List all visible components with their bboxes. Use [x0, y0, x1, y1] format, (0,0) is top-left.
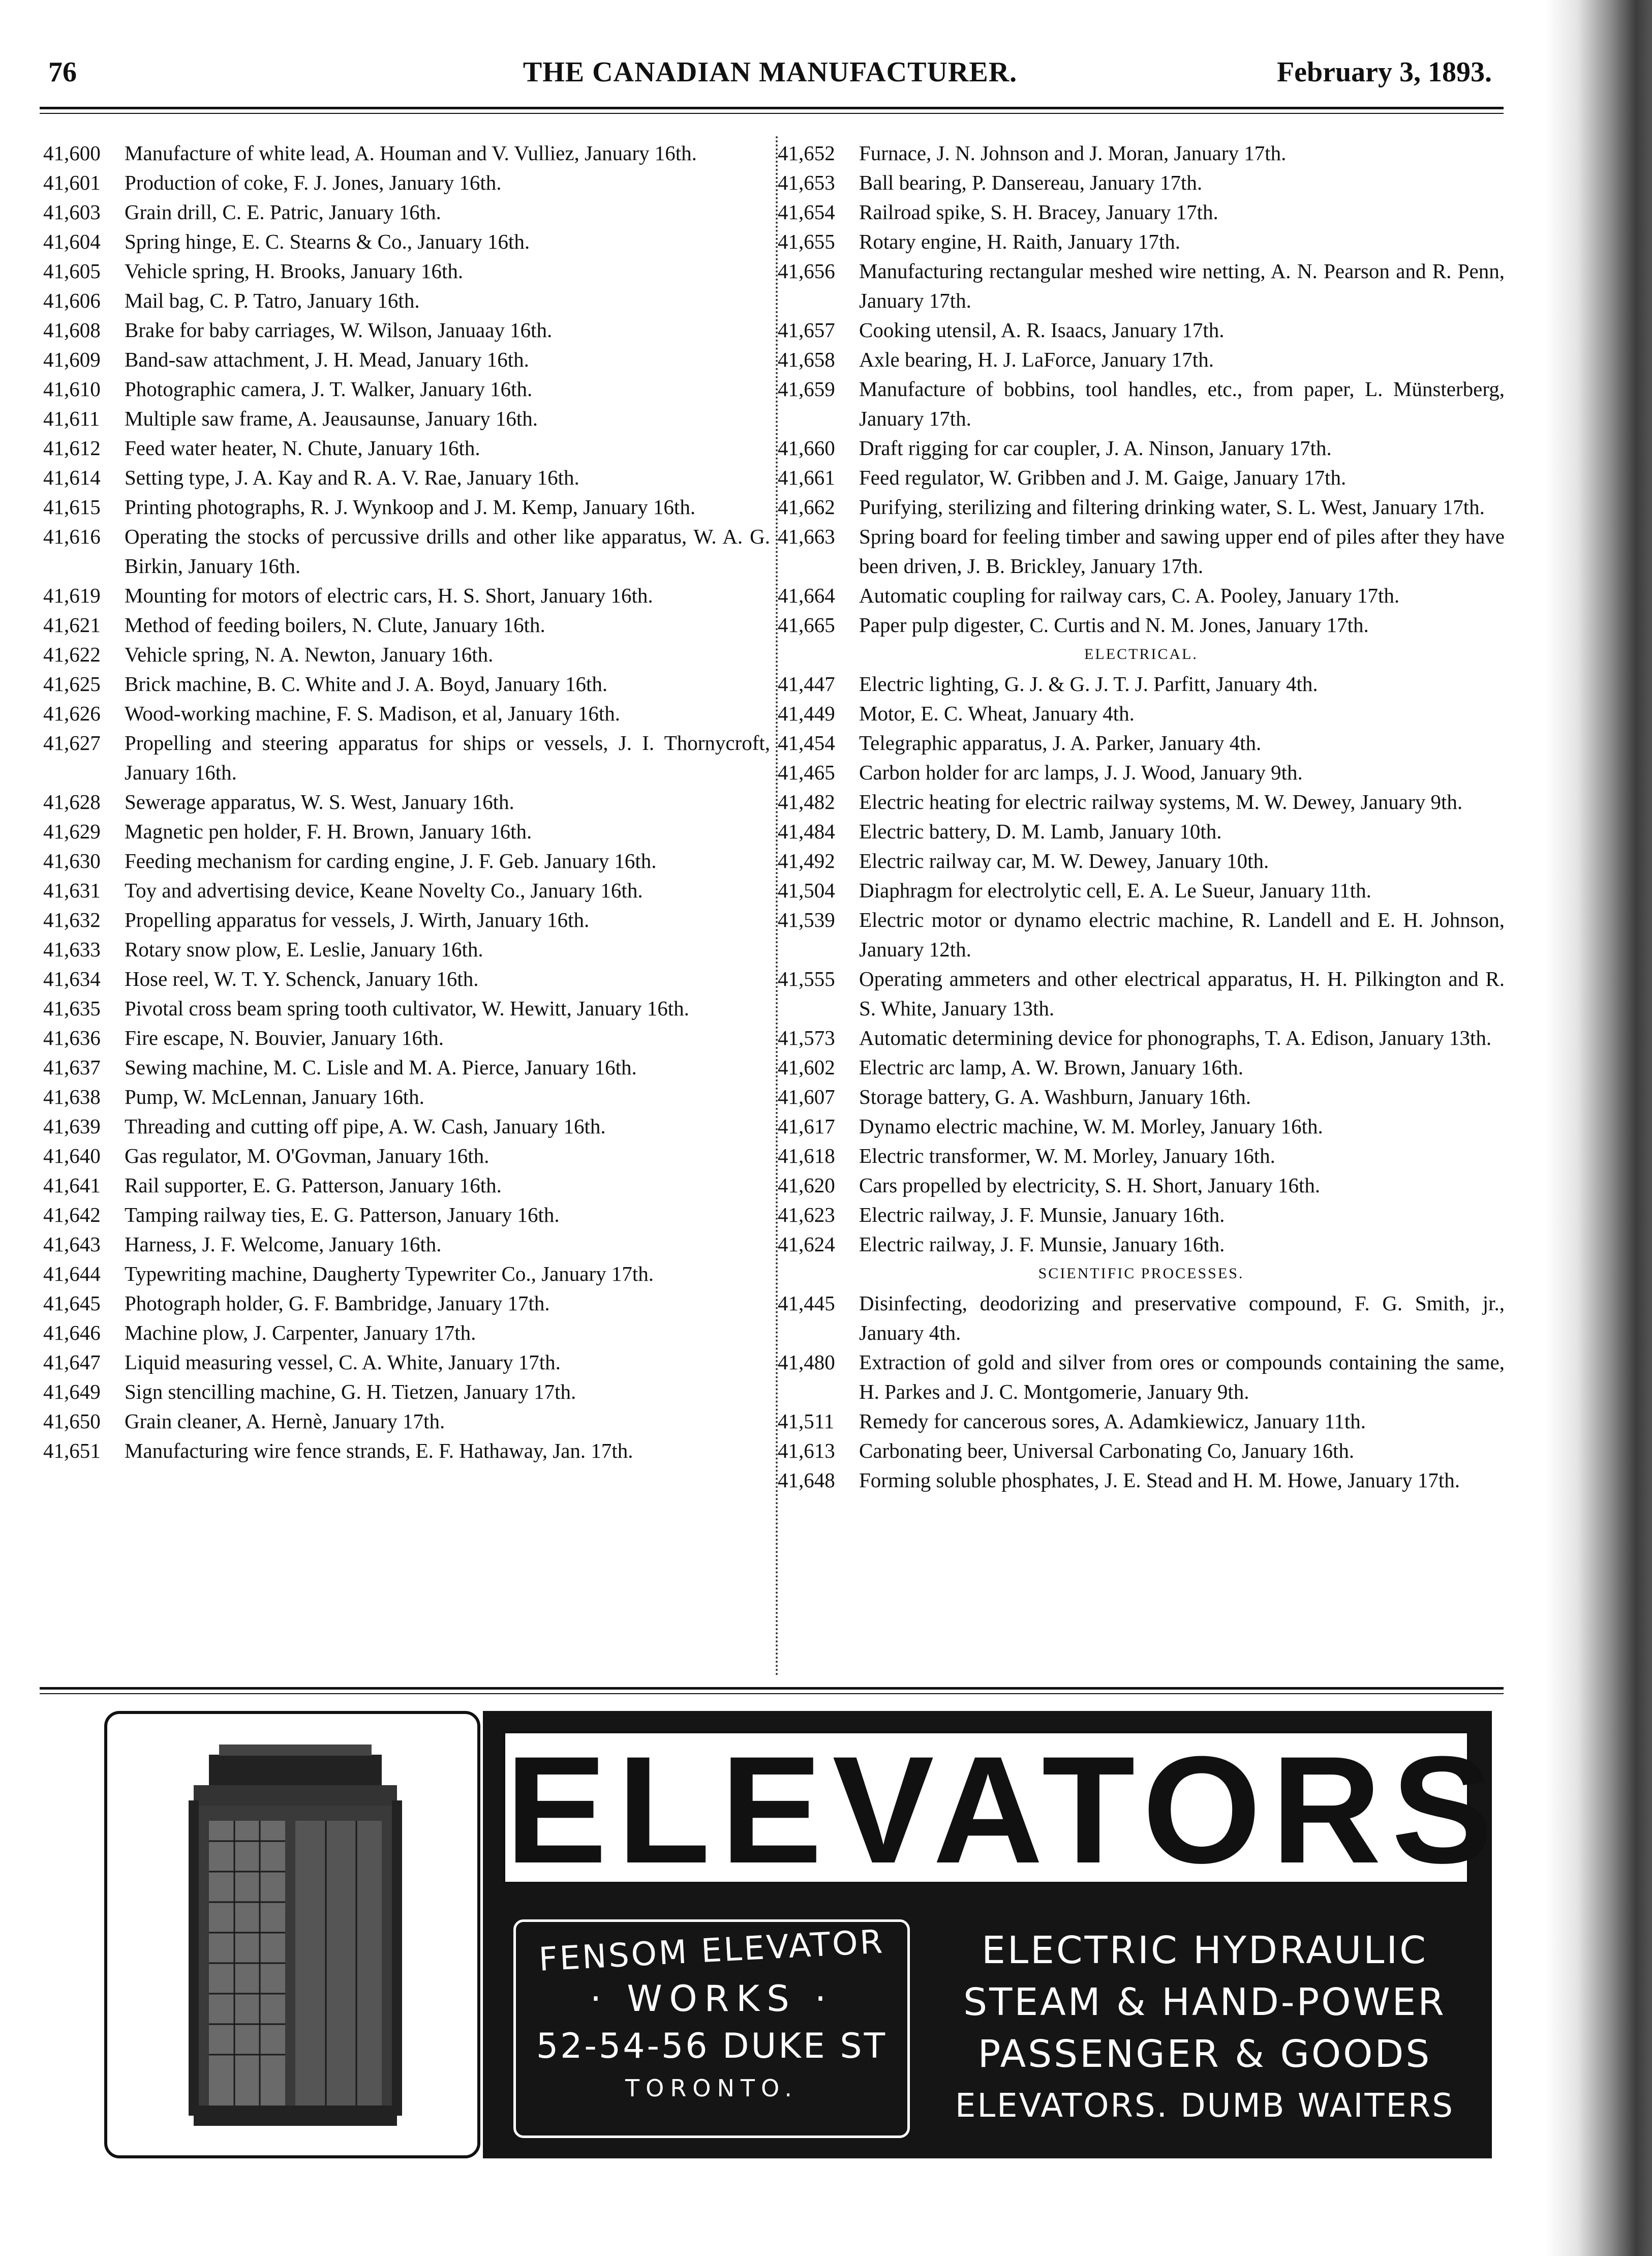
- patent-number: 41,621: [43, 613, 101, 637]
- patent-entry: [778, 492, 1505, 522]
- patent-description: Forming soluble phosphates, J. E. Stead and H. M. Howe, January 17th.: [859, 1468, 1460, 1492]
- service-line: STEAM & HAND-POWER: [963, 1980, 1446, 2024]
- patent-number: 41,454: [778, 731, 835, 755]
- ad-title-box: [503, 1724, 1504, 1895]
- patent-number: 41,628: [43, 790, 101, 814]
- patent-number: 41,657: [778, 318, 835, 342]
- patent-description: Band-saw attachment, J. H. Mead, January 16th.: [125, 348, 529, 371]
- patent-number: 41,610: [43, 377, 101, 401]
- patent-description: Automatic determining device for phonographs, T. A. Edison, January 13th.: [859, 1026, 1492, 1049]
- patent-number: 41,539: [778, 908, 835, 931]
- patent-number: 41,620: [778, 1174, 835, 1197]
- patent-entry: [43, 994, 770, 1023]
- patent-description: Method of feeding boilers, N. Clute, January 16th.: [125, 613, 545, 637]
- page-number: 76: [48, 56, 77, 88]
- patent-description: Carbon holder for arc lamps, J. J. Wood, January 9th.: [859, 761, 1303, 784]
- patent-entry: [778, 699, 1505, 728]
- patent-number: 41,624: [778, 1232, 835, 1256]
- patent-entry: [778, 315, 1505, 345]
- patent-number: 41,480: [778, 1350, 835, 1374]
- patent-description: Electric transformer, W. M. Morley, January 16th.: [859, 1144, 1275, 1167]
- patent-description: Feeding mechanism for carding engine, J. F. Geb. January 16th.: [125, 849, 657, 873]
- patent-description: Electric railway car, M. W. Dewey, January 10th.: [859, 849, 1269, 873]
- patent-description: Sewing machine, M. C. Lisle and M. A. Pierce, January 16th.: [125, 1056, 637, 1079]
- patent-entry: [43, 1377, 770, 1406]
- patent-number: 41,608: [43, 318, 101, 342]
- patent-number: 41,511: [778, 1409, 835, 1433]
- patent-description: Hose reel, W. T. Y. Schenck, January 16th.: [125, 967, 479, 990]
- patent-description: Brake for baby carriages, W. Wilson, Januaay 16th.: [125, 318, 553, 342]
- patent-number: 41,615: [43, 495, 101, 519]
- patent-entry: [43, 669, 770, 699]
- patent-entry: [778, 1052, 1505, 1082]
- patent-entry: [778, 345, 1505, 374]
- patent-entry: [43, 345, 770, 374]
- patent-description: Cars propelled by electricity, S. H. Short, January 16th.: [859, 1174, 1321, 1197]
- patent-entry: [43, 728, 770, 787]
- patent-description: Spring board for feeling timber and sawing upper end of piles after they have been driven, J. B. Brickley, January 17th.: [859, 525, 1505, 578]
- section-heading-electrical: ELECTRICAL.: [1084, 646, 1198, 663]
- elevator-ad-panel: [483, 1711, 1504, 2158]
- patent-number: 41,652: [778, 141, 835, 165]
- patent-entry: [43, 197, 770, 227]
- ad-title: ELEVATORS: [505, 1724, 1504, 1895]
- patent-number: 41,654: [778, 200, 835, 224]
- patent-number: 41,613: [778, 1439, 835, 1462]
- patent-number: 41,645: [43, 1291, 101, 1315]
- patent-number: 41,656: [778, 259, 835, 283]
- patent-description: Electric battery, D. M. Lamb, January 10th.: [859, 820, 1222, 843]
- patent-number: 41,629: [43, 820, 101, 843]
- publication-title: THE CANADIAN MANUFACTURER.: [523, 56, 1018, 88]
- patent-description: Rail supporter, E. G. Patterson, January 16th.: [125, 1174, 502, 1197]
- patent-entry: [778, 197, 1505, 227]
- patent-entry: [43, 1111, 770, 1141]
- patent-description: Carbonating beer, Universal Carbonating Co, January 16th.: [859, 1439, 1355, 1462]
- patent-entry: [778, 138, 1505, 168]
- patent-number: 41,643: [43, 1232, 101, 1256]
- patent-entry: [778, 787, 1505, 817]
- patent-description: Vehicle spring, H. Brooks, January 16th.: [125, 259, 464, 283]
- patent-number: 41,641: [43, 1174, 101, 1197]
- patent-number: 41,627: [43, 731, 101, 755]
- patent-number: 41,612: [43, 436, 101, 460]
- company-works: · WORKS ·: [590, 1978, 834, 2020]
- patent-entry: [43, 1141, 770, 1170]
- patent-description: Propelling and steering apparatus for ships or vessels, J. I. Thornycroft, January 16th.: [125, 731, 770, 784]
- patent-description: Typewriting machine, Daugherty Typewriter Co., January 17th.: [125, 1262, 654, 1285]
- patent-description: Photographic camera, J. T. Walker, January 16th.: [125, 377, 533, 401]
- patent-list-right: [778, 138, 1505, 640]
- patent-number: 41,646: [43, 1321, 101, 1344]
- patent-description: Grain cleaner, A. Hernè, January 17th.: [125, 1409, 445, 1433]
- patent-description: Dynamo electric machine, W. M. Morley, January 16th.: [859, 1115, 1323, 1138]
- patent-entry: [778, 433, 1505, 463]
- patent-entry: [43, 1288, 770, 1318]
- patent-number: 41,640: [43, 1144, 101, 1167]
- patent-number: 41,636: [43, 1026, 101, 1049]
- patent-description: Electric heating for electric railway systems, M. W. Dewey, January 9th.: [859, 790, 1463, 814]
- patent-description: Vehicle spring, N. A. Newton, January 16th.: [125, 643, 494, 666]
- patent-number: 41,607: [778, 1085, 835, 1108]
- patent-entry: [43, 1259, 770, 1288]
- elevator-cage-illustration: [133, 1739, 458, 2136]
- patent-entry: [43, 1200, 770, 1229]
- patent-number: 41,642: [43, 1203, 101, 1226]
- patent-entry: [43, 374, 770, 404]
- patent-entry: [778, 1347, 1505, 1406]
- electrical-list: [778, 669, 1505, 1259]
- patent-description: Automatic coupling for railway cars, C. A. Pooley, January 17th.: [859, 584, 1400, 607]
- patent-entry: [43, 315, 770, 345]
- patent-number: 41,602: [778, 1056, 835, 1079]
- patent-entry: [778, 610, 1505, 640]
- patent-number: 41,653: [778, 171, 835, 194]
- patent-entry: [778, 669, 1505, 699]
- patent-description: Electric arc lamp, A. W. Brown, January 16th.: [859, 1056, 1244, 1079]
- patent-description: Draft rigging for car coupler, J. A. Ninson, January 17th.: [859, 436, 1332, 460]
- patent-entry: [43, 964, 770, 994]
- patent-number: 41,601: [43, 171, 101, 194]
- patent-description: Remedy for cancerous sores, A. Adamkiewicz, January 11th.: [859, 1409, 1366, 1433]
- patent-description: Extraction of gold and silver from ores or compounds containing the same, H. Parkes and J. C. Montgomerie, January 9th.: [859, 1350, 1505, 1403]
- patent-number: 41,630: [43, 849, 101, 873]
- patent-description: Manufacturing wire fence strands, E. F. Hathaway, Jan. 17th.: [125, 1439, 633, 1462]
- patent-number: 41,663: [778, 525, 835, 548]
- patent-entry: [778, 1436, 1505, 1465]
- patent-entry: [778, 1111, 1505, 1141]
- patent-entry: [43, 787, 770, 817]
- patent-number: 41,618: [778, 1144, 835, 1167]
- patent-number: 41,633: [43, 938, 101, 961]
- patent-number: 41,631: [43, 879, 101, 902]
- patent-description: Grain drill, C. E. Patric, January 16th.: [125, 200, 441, 224]
- patent-number: 41,647: [43, 1350, 101, 1374]
- patent-number: 41,626: [43, 702, 101, 725]
- patent-description: Purifying, sterilizing and filtering drinking water, S. L. West, January 17th.: [859, 495, 1485, 519]
- patent-description: Rotary engine, H. Raith, January 17th.: [859, 230, 1180, 253]
- patent-number: 41,609: [43, 348, 101, 371]
- patent-number: 41,664: [778, 584, 835, 607]
- patent-entry: [43, 168, 770, 197]
- patent-description: Disinfecting, deodorizing and preservative compound, F. G. Smith, jr., January 4th.: [859, 1291, 1505, 1344]
- patent-entry: [43, 1052, 770, 1082]
- patent-number: 41,449: [778, 702, 835, 725]
- patent-entry: [778, 1465, 1505, 1495]
- patent-entry: [778, 1288, 1505, 1347]
- patent-entry: [43, 522, 770, 581]
- patent-description: Storage battery, G. A. Washburn, January 16th.: [859, 1085, 1251, 1108]
- patent-description: Manufacture of white lead, A. Houman and V. Vulliez, January 16th.: [125, 141, 697, 165]
- elevator-services: [930, 1924, 1479, 2132]
- advertisement-rule-thin: [40, 1693, 1504, 1694]
- patent-entry: [43, 1023, 770, 1052]
- page-header: [48, 56, 1492, 97]
- patent-entry: [43, 1170, 770, 1200]
- patent-entry: [778, 1200, 1505, 1229]
- patent-entry: [43, 581, 770, 610]
- patent-description: Diaphragm for electrolytic cell, E. A. Le Sueur, January 11th.: [859, 879, 1371, 902]
- patent-entry: [43, 1318, 770, 1347]
- patent-entry: [778, 168, 1505, 197]
- patent-number: 41,623: [778, 1203, 835, 1226]
- patent-number: 41,649: [43, 1380, 101, 1403]
- patent-number: 41,484: [778, 820, 835, 843]
- patent-entry: [43, 256, 770, 286]
- patent-entry: [778, 964, 1505, 1023]
- company-city: TORONTO.: [625, 2074, 798, 2102]
- patent-description: Electric railway, J. F. Munsie, January 16th.: [859, 1232, 1225, 1256]
- patent-entry: [43, 1436, 770, 1465]
- patent-description: Mail bag, C. P. Tatro, January 16th.: [125, 289, 420, 312]
- patent-number: 41,622: [43, 643, 101, 666]
- patent-entry: [778, 1170, 1505, 1200]
- patent-number: 41,606: [43, 289, 101, 312]
- patent-entry: [778, 876, 1505, 905]
- patent-entry: [43, 138, 770, 168]
- patent-description: Toy and advertising device, Keane Novelty Co., January 16th.: [125, 879, 643, 902]
- elevator-advertisement: [104, 1711, 1504, 2158]
- patent-description: Operating the stocks of percussive drills and other like apparatus, W. A. G. Birkin, January 16th.: [125, 525, 770, 578]
- patent-description: Propelling apparatus for vessels, J. Wirth, January 16th.: [125, 908, 590, 931]
- page-edge-shadow: [1545, 0, 1652, 2256]
- patent-description: Ball bearing, P. Dansereau, January 17th.: [859, 171, 1203, 194]
- patent-description: Manufacturing rectangular meshed wire netting, A. N. Pearson and R. Penn, January 17th.: [859, 259, 1505, 312]
- patent-entry: [778, 1229, 1505, 1259]
- patent-number: 41,625: [43, 672, 101, 696]
- patent-number: 41,445: [778, 1291, 835, 1315]
- patent-number: 41,616: [43, 525, 101, 548]
- left-column: [43, 138, 770, 1465]
- patent-number: 41,611: [43, 407, 100, 430]
- issue-date: February 3, 1893.: [1276, 56, 1492, 88]
- patent-description: Brick machine, B. C. White and J. A. Boyd, January 16th.: [125, 672, 608, 696]
- patent-entry: [43, 1229, 770, 1259]
- patent-entry: [778, 227, 1505, 256]
- patent-entry: [43, 227, 770, 256]
- patent-entry: [778, 256, 1505, 315]
- patent-entry: [43, 610, 770, 640]
- patent-number: 41,504: [778, 879, 835, 902]
- patent-description: Printing photographs, R. J. Wynkoop and J. M. Kemp, January 16th.: [125, 495, 696, 519]
- patent-number: 41,600: [43, 141, 101, 165]
- patent-entry: [43, 404, 770, 433]
- patent-number: 41,614: [43, 466, 101, 489]
- patent-description: Electric motor or dynamo electric machine, R. Landell and E. H. Johnson, January 12th.: [859, 908, 1505, 961]
- patent-entry: [778, 905, 1505, 964]
- patent-number: 41,634: [43, 967, 101, 990]
- patent-entry: [43, 433, 770, 463]
- patent-number: 41,447: [778, 672, 835, 696]
- patent-description: Rotary snow plow, E. Leslie, January 16th.: [125, 938, 483, 961]
- patent-description: Tamping railway ties, E. G. Patterson, January 16th.: [125, 1203, 560, 1226]
- company-street: 52-54-56 DUKE ST: [536, 2026, 888, 2066]
- patent-entry: [43, 1347, 770, 1377]
- patent-description: Feed water heater, N. Chute, January 16th.: [125, 436, 480, 460]
- patent-number: 41,660: [778, 436, 835, 460]
- patent-entry: [778, 1082, 1505, 1111]
- patent-entry: [778, 463, 1505, 492]
- patent-entry: [43, 846, 770, 876]
- patent-entry: [43, 286, 770, 315]
- patent-description: Magnetic pen holder, F. H. Brown, January 16th.: [125, 820, 532, 843]
- patent-entry: [778, 581, 1505, 610]
- patent-description: Harness, J. F. Welcome, January 16th.: [125, 1232, 442, 1256]
- patent-number: 41,639: [43, 1115, 101, 1138]
- patent-description: Threading and cutting off pipe, A. W. Cash, January 16th.: [125, 1115, 606, 1138]
- patent-description: Furnace, J. N. Johnson and J. Moran, January 17th.: [859, 141, 1287, 165]
- scientific-list: [778, 1288, 1505, 1495]
- patent-entry: [778, 522, 1505, 581]
- patent-number: 41,635: [43, 997, 101, 1020]
- patent-description: Mounting for motors of electric cars, H. S. Short, January 16th.: [125, 584, 653, 607]
- patent-number: 41,659: [778, 377, 835, 401]
- patent-description: Operating ammeters and other electrical apparatus, H. H. Pilkington and R. S. White, January 13th.: [859, 967, 1505, 1020]
- patent-description: Fire escape, N. Bouvier, January 16th.: [125, 1026, 444, 1049]
- patent-entry: [43, 905, 770, 935]
- patent-description: Pivotal cross beam spring tooth cultivator, W. Hewitt, January 16th.: [125, 997, 689, 1020]
- advertisement-rule: [40, 1687, 1504, 1690]
- patent-number: 41,648: [778, 1468, 835, 1492]
- patent-description: Multiple saw frame, A. Jeausaunse, January 16th.: [125, 407, 538, 430]
- patent-number: 41,604: [43, 230, 101, 253]
- patent-entry: [778, 1406, 1505, 1436]
- patent-number: 41,619: [43, 584, 101, 607]
- patent-number: 41,662: [778, 495, 835, 519]
- right-column: [778, 138, 1505, 1495]
- patent-number: 41,573: [778, 1026, 835, 1049]
- patent-number: 41,632: [43, 908, 101, 931]
- service-line: PASSENGER & GOODS: [977, 2032, 1432, 2076]
- patent-number: 41,638: [43, 1085, 101, 1108]
- patent-entry: [778, 1023, 1505, 1052]
- patent-number: 41,492: [778, 849, 835, 873]
- patent-number: 41,617: [778, 1115, 835, 1138]
- patent-number: 41,651: [43, 1439, 101, 1462]
- section-heading-scientific: SCIENTIFIC PROCESSES.: [1038, 1265, 1244, 1282]
- company-name: FENSOM ELEVATOR: [538, 1923, 885, 1979]
- patent-entry: [43, 935, 770, 964]
- patent-number: 41,665: [778, 613, 835, 637]
- patent-entry: [43, 699, 770, 728]
- patent-description: Paper pulp digester, C. Curtis and N. M. Jones, January 17th.: [859, 613, 1369, 637]
- patent-number: 41,661: [778, 466, 835, 489]
- patent-entry: [43, 876, 770, 905]
- patent-number: 41,603: [43, 200, 101, 224]
- patent-description: Wood-working machine, F. S. Madison, et al, January 16th.: [125, 702, 620, 725]
- company-address-box: [513, 1919, 910, 2138]
- patent-entry: [43, 640, 770, 669]
- patent-number: 41,644: [43, 1262, 101, 1285]
- patent-entry: [778, 728, 1505, 758]
- patent-description: Spring hinge, E. C. Stearns & Co., January 16th.: [125, 230, 530, 253]
- patent-entry: [43, 817, 770, 846]
- patent-entry: [43, 492, 770, 522]
- patent-description: Electric railway, J. F. Munsie, January 16th.: [859, 1203, 1225, 1226]
- header-rule-thin: [40, 113, 1504, 114]
- patent-description: Cooking utensil, A. R. Isaacs, January 17th.: [859, 318, 1225, 342]
- patent-entry: [43, 1406, 770, 1436]
- patent-entry: [778, 758, 1505, 787]
- elevator-illustration-panel: [104, 1711, 480, 2158]
- service-line: ELEVATORS. DUMB WAITERS: [955, 2087, 1454, 2125]
- patent-entry: [778, 846, 1505, 876]
- patent-description: Sign stencilling machine, G. H. Tietzen, January 17th.: [125, 1380, 576, 1403]
- patent-number: 41,655: [778, 230, 835, 253]
- patent-number: 41,555: [778, 967, 835, 990]
- patent-description: Motor, E. C. Wheat, January 4th.: [859, 702, 1135, 725]
- header-rule: [40, 107, 1504, 109]
- patent-description: Photograph holder, G. F. Bambridge, January 17th.: [125, 1291, 550, 1315]
- patent-number: 41,605: [43, 259, 101, 283]
- patent-number: 41,658: [778, 348, 835, 371]
- patent-entry: [778, 374, 1505, 433]
- patent-description: Sewerage apparatus, W. S. West, January 16th.: [125, 790, 514, 814]
- patent-description: Pump, W. McLennan, January 16th.: [125, 1085, 424, 1108]
- patent-description: Production of coke, F. J. Jones, January 16th.: [125, 171, 502, 194]
- patent-description: Liquid measuring vessel, C. A. White, January 17th.: [125, 1350, 561, 1374]
- patent-description: Railroad spike, S. H. Bracey, January 17th.: [859, 200, 1218, 224]
- patent-description: Feed regulator, W. Gribben and J. M. Gaige, January 17th.: [859, 466, 1347, 489]
- patent-description: Electric lighting, G. J. & G. J. T. J. Parfitt, January 4th.: [859, 672, 1318, 696]
- patent-entry: [43, 1082, 770, 1111]
- patent-description: Telegraphic apparatus, J. A. Parker, January 4th.: [859, 731, 1262, 755]
- patent-number: 41,650: [43, 1409, 101, 1433]
- patent-description: Setting type, J. A. Kay and R. A. V. Rae, January 16th.: [125, 466, 579, 489]
- patent-description: Gas regulator, M. O'Govman, January 16th.: [125, 1144, 490, 1167]
- patent-description: Manufacture of bobbins, tool handles, etc., from paper, L. Münsterberg, January 17th.: [859, 377, 1505, 430]
- patent-description: Axle bearing, H. J. LaForce, January 17th.: [859, 348, 1214, 371]
- service-line: ELECTRIC HYDRAULIC: [982, 1929, 1428, 1972]
- patent-description: Machine plow, J. Carpenter, January 17th.: [125, 1321, 476, 1344]
- patent-number: 41,482: [778, 790, 835, 814]
- patent-entry: [778, 817, 1505, 846]
- patent-number: 41,465: [778, 761, 835, 784]
- patent-number: 41,637: [43, 1056, 101, 1079]
- patent-entry: [778, 1141, 1505, 1170]
- patent-entry: [43, 463, 770, 492]
